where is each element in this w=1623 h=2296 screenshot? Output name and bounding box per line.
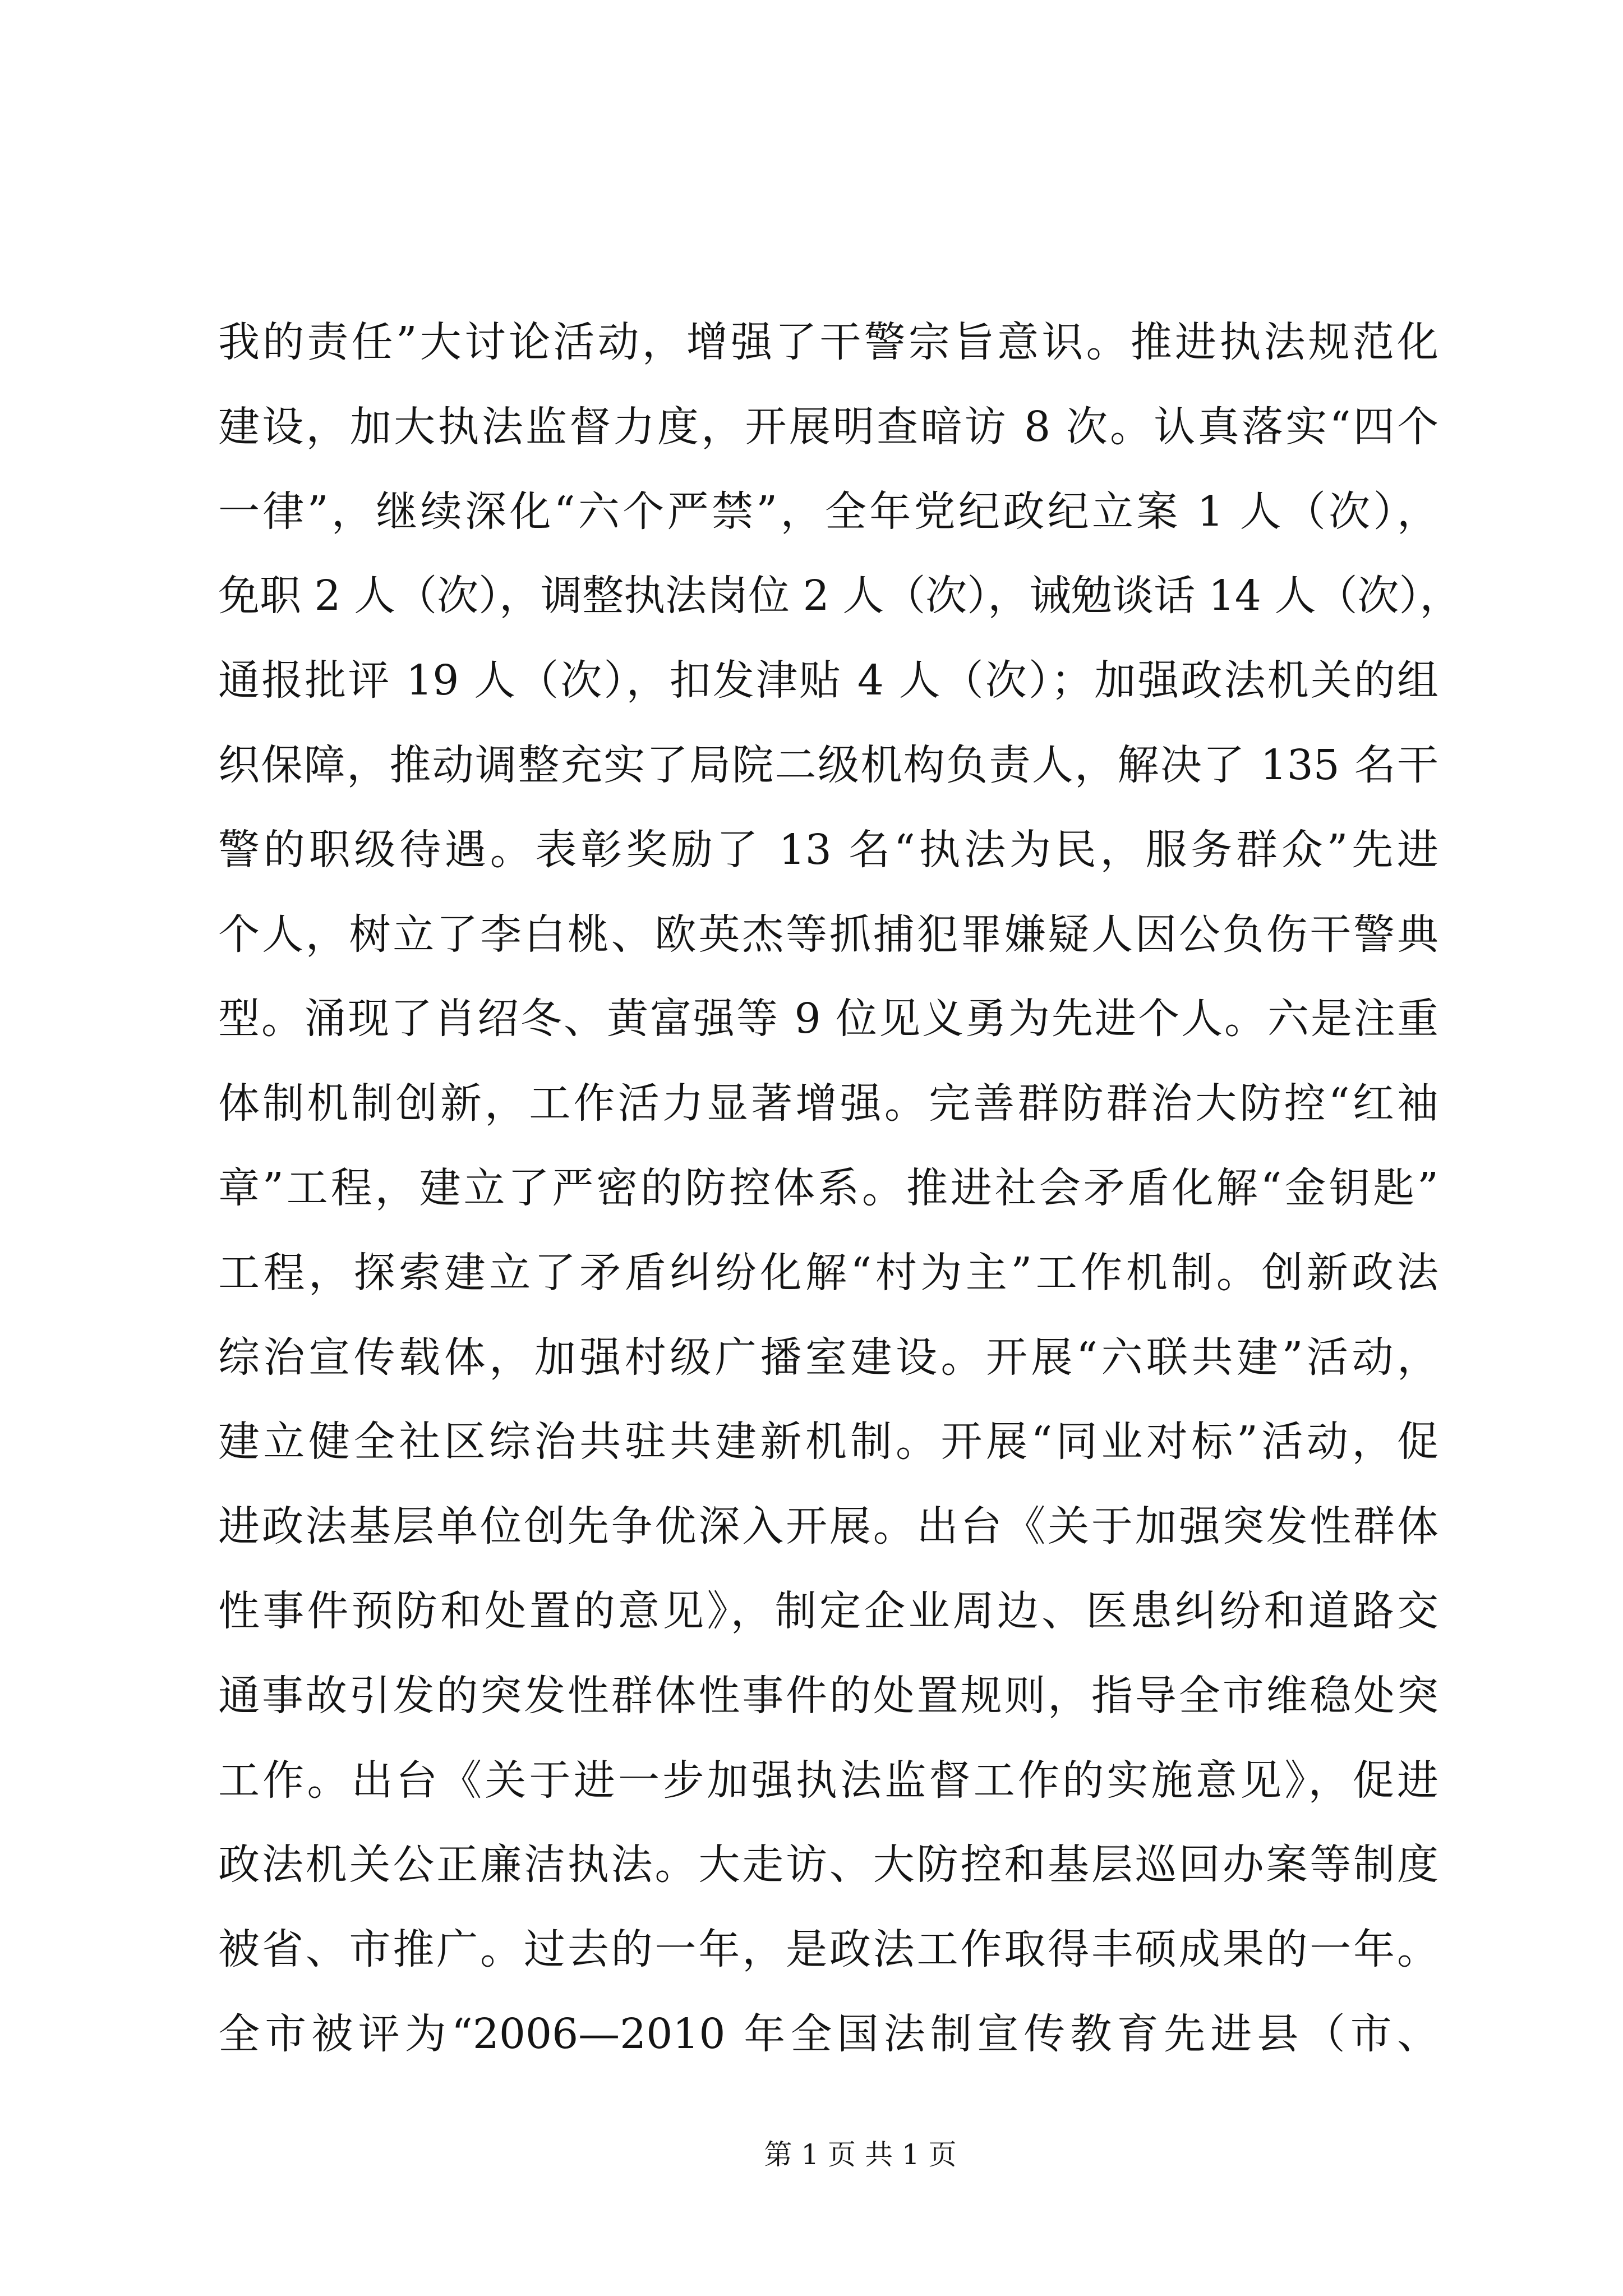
text-line: 建立健全社区综治共驻共建新机制。开展“同业对标”活动，促 [218,1418,1438,1466]
text-line: 全市被评为“2006—2010 年全国法制宣传教育先进县（市、 [218,2009,1438,2058]
text-line: 我的责任”大讨论活动，增强了干警宗旨意识。推进执法规范化 [218,318,1438,366]
text-line: 警的职级待遇。表彰奖励了 13 名“执法为民，服务群众”先进 [218,825,1438,874]
text-line: 免职 2 人（次），调整执法岗位 2 人（次），诫勉谈话 14 人（次）， [218,572,1461,620]
text-line: 政法机关公正廉洁执法。大走访、大防控和基层巡回办案等制度 [218,1841,1438,1889]
text-line: 织保障，推动调整充实了局院二级机构负责人，解决了 135 名干 [218,740,1438,789]
text-line: 章”工程，建立了严密的防控体系。推进社会矛盾化解“金钥匙” [218,1163,1438,1212]
document-body [218,300,1461,2077]
text-line: 通事故引发的突发性群体性事件的处置规则，指导全市维稳处突 [218,1671,1438,1720]
text-line: 建设，加大执法监督力度，开展明查暗访 8 次。认真落实“四个 [218,402,1438,451]
page-number-footer: 第 1 页 共 1 页 [764,2138,957,2171]
text-line: 通报批评 19 人（次），扣发津贴 4 人（次）；加强政法机关的组 [218,656,1438,705]
text-line: 综治宣传载体，加强村级广播室建设。开展“六联共建”活动， [218,1333,1438,1382]
text-line: 工程，探索建立了矛盾纠纷化解“村为主”工作机制。创新政法 [218,1248,1438,1297]
text-line: 进政法基层单位创先争优深入开展。出台《关于加强突发性群体 [218,1502,1438,1551]
text-line: 体制机制创新，工作活力显著增强。完善群防群治大防控“红袖 [218,1079,1438,1128]
text-line: 性事件预防和处置的意见》，制定企业周边、医患纠纷和道路交 [218,1586,1438,1635]
text-line: 工作。出台《关于进一步加强执法监督工作的实施意见》，促进 [218,1756,1438,1805]
text-line: 个人，树立了李白桃、欧英杰等抓捕犯罪嫌疑人因公负伤干警典 [218,910,1438,959]
text-line: 被省、市推广。过去的一年，是政法工作取得丰硕成果的一年。 [218,1925,1438,1974]
text-line: 一律”，继续深化“六个严禁”，全年党纪政纪立案 1 人（次）， [218,487,1438,536]
text-line: 型。涌现了肖绍冬、黄富强等 9 位见义勇为先进个人。六是注重 [218,995,1438,1043]
